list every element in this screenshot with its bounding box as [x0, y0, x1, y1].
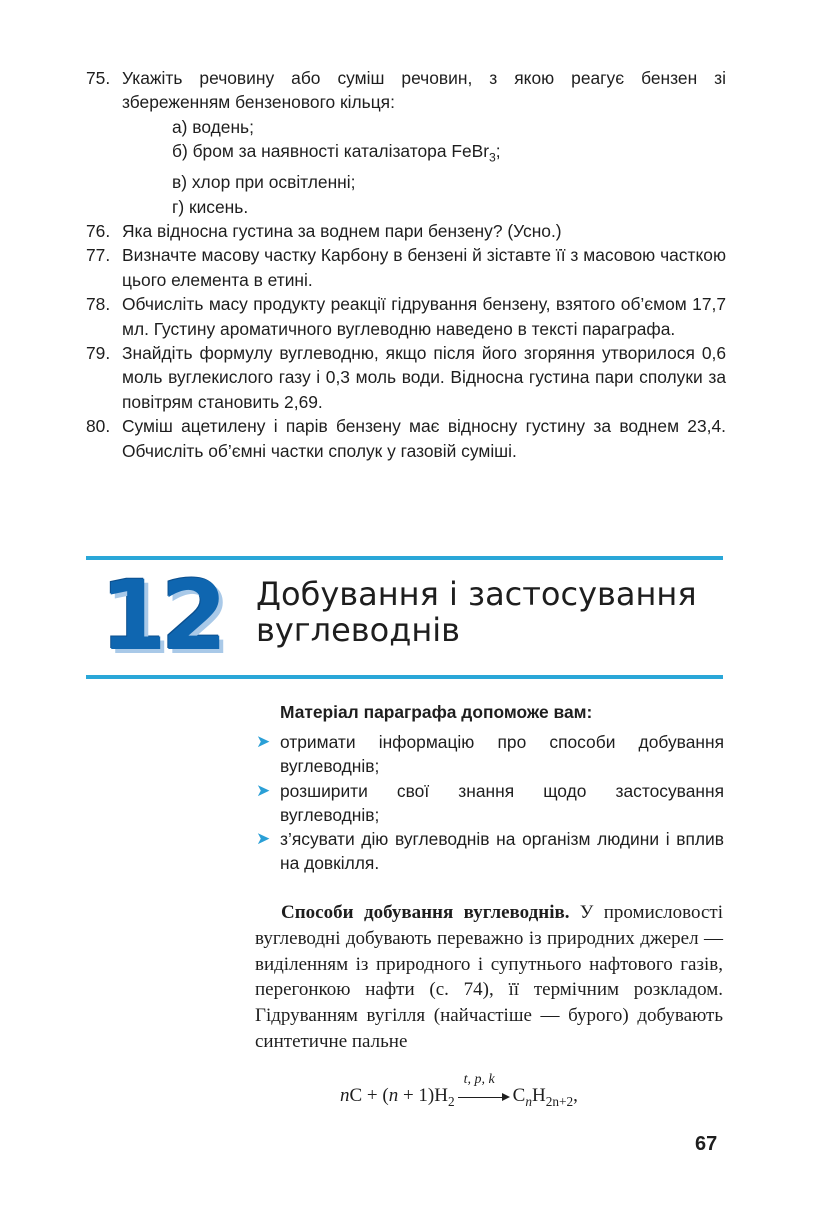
chapter-title: Добування і застосування вуглеводнів: [256, 575, 697, 649]
page-number: 67: [695, 1133, 718, 1155]
option-d: г) кисень.: [172, 196, 249, 217]
paragraph: Способи добування вуглеводнів. У промисловості вуглеводні добувають переважно із природних джерел — виділенням із природного і супутнього нафтового газів, перегонкою нафти (с. 74), її термічним розкладом. Гідруванням вугілля (найчастіше — бурого) добувають синтетичне пальне: [255, 902, 723, 1052]
goal-item: ➤ розширити свої знання щодо застосування вуглеводнів;: [256, 780, 724, 825]
chapter-bottom-rule: [86, 675, 723, 679]
exercise-76: [86, 219, 726, 243]
option-b: б) бром за наявності каталізатора FeBr$_3$;: [172, 141, 501, 165]
exercise-number: 77.: [86, 245, 111, 266]
exercise-80: [86, 414, 726, 463]
option-c: в) хлор при освітленні;: [172, 172, 356, 193]
chapter-number: 12: [100, 560, 222, 672]
exercise-list: [86, 66, 726, 463]
exercise-number: 75.: [86, 68, 111, 88]
exercise-77: [86, 243, 726, 292]
exercise-number: 79.: [86, 342, 111, 363]
exercise-78: [86, 292, 726, 341]
chevron-right-icon: ➤: [256, 780, 271, 800]
exercise-text: Суміш ацетилену і парів бензену має відносну густину за воднем 23,4. Обчисліть об’ємні частки сполук у газовій суміші.: [122, 416, 726, 461]
exercise-number: 76.: [86, 220, 111, 241]
body-text: [255, 900, 723, 1055]
chevron-right-icon: ➤: [256, 829, 271, 849]
exercise-text: Яка відносна густина за воднем пари бензену? (Усно.): [122, 220, 562, 241]
option-a: а) водень;: [172, 116, 254, 137]
paragraph-lead: Способи добування вуглеводнів.: [281, 902, 570, 923]
learning-goals: [254, 700, 724, 875]
goal-item: ➤ отримати інформацію про способи добування вуглеводнів;: [256, 732, 724, 777]
exercise-79: [86, 341, 726, 414]
exercise-75: [86, 66, 726, 219]
exercise-number: 78.: [86, 294, 111, 315]
exercise-number: 80.: [86, 416, 111, 437]
goal-item: ➤ з’ясувати дію вуглеводнів на організм людини і вплив на довкілля.: [256, 829, 724, 874]
exercise-text: Знайдіть формулу вуглеводню, якщо після його згоряння утворилося 0,6 моль вуглекислого газу і 0,3 моль води. Відносна густина пари сполуки за повітрям становить 2,69.: [122, 342, 726, 412]
reaction-equation: nC + $(n + 1)H_2$ t, p, k $C_nH_{2n+2}$,: [340, 1071, 578, 1109]
exercise-text: Укажіть речовину або суміш речовин, з якою реагує бензен зі збереженням бензенового кільця:: [122, 68, 726, 113]
exercise-text: Обчисліть масу продукту реакції гідрування бензену, взятого об’ємом 17,7 мл. Густину ароматичного вуглеводню наведено в тексті параграфа.: [122, 294, 726, 339]
chevron-right-icon: ➤: [256, 732, 271, 752]
exercise-text: Визначте масову частку Карбону в бензені й зіставте її з масовою часткою цього елемента в етині.: [122, 245, 726, 290]
reaction-arrow-icon: [458, 1071, 510, 1104]
reaction-conditions: t, p, k: [463, 1071, 495, 1087]
goals-heading: Матеріал параграфа допоможе вам:: [280, 702, 593, 722]
